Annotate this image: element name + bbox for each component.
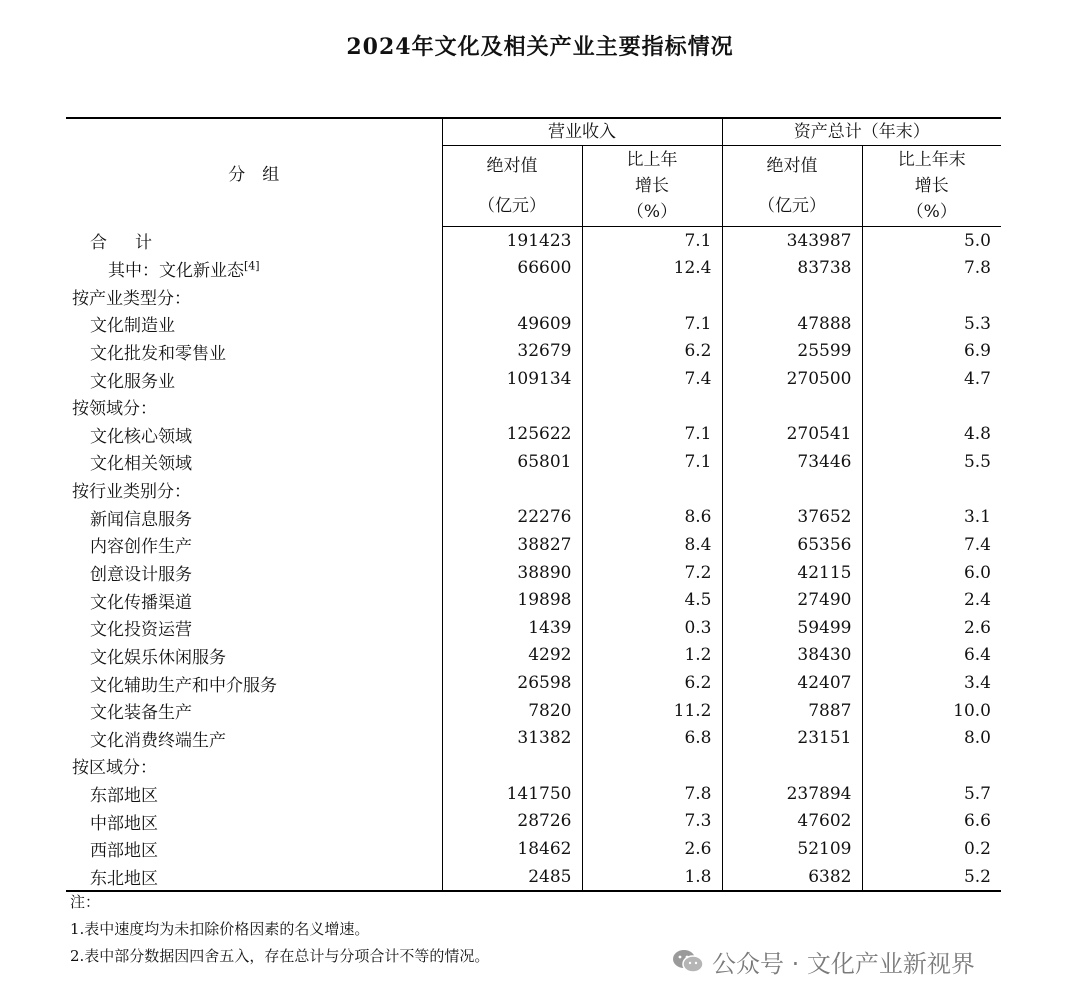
- page-title: 2024年文化及相关产业主要指标情况: [346, 34, 734, 60]
- assets-growth: 5.7: [862, 780, 1001, 808]
- assets-growth: 0.2: [862, 835, 1001, 863]
- row-label: [66, 669, 442, 697]
- indicators-table: [66, 117, 1001, 892]
- assets-growth: 5.2: [862, 863, 1001, 892]
- watermark-text: 公众号 · 文化产业新视界: [712, 949, 975, 978]
- category-row: [66, 393, 1001, 421]
- assets-value: 23151: [722, 725, 862, 753]
- table-row: [66, 642, 1001, 670]
- growth-label-2: 增长: [635, 176, 669, 196]
- row-label: [66, 448, 442, 476]
- row-label-text: 文化传播渠道: [90, 592, 192, 613]
- revenue-growth: 8.6: [582, 503, 722, 531]
- assets-growth: 7.8: [862, 255, 1001, 283]
- assets-value: 47602: [722, 807, 862, 835]
- row-label: [66, 503, 442, 531]
- revenue-value: [442, 282, 582, 310]
- assets-value: 237894: [722, 780, 862, 808]
- revenue-growth: 7.4: [582, 365, 722, 393]
- row-label-text: 文化娱乐休闲服务: [90, 647, 226, 668]
- revenue-growth: 12.4: [582, 255, 722, 283]
- assets-growth: [862, 752, 1001, 780]
- row-label-text: 文化消费终端生产: [90, 730, 226, 751]
- row-label-text: 新闻信息服务: [90, 509, 192, 530]
- table-row: [66, 420, 1001, 448]
- revenue-value: 66600: [442, 255, 582, 283]
- category-row: [66, 282, 1001, 310]
- assets-value: [722, 393, 862, 421]
- revenue-growth: 6.2: [582, 669, 722, 697]
- assets-growth: 6.9: [862, 338, 1001, 366]
- revenue-value: 38890: [442, 559, 582, 587]
- footnote-ref: [4]: [244, 259, 260, 273]
- assets-growth: 5.5: [862, 448, 1001, 476]
- revenue-growth: 8.4: [582, 531, 722, 559]
- row-label: [66, 614, 442, 642]
- revenue-growth: 7.1: [582, 310, 722, 338]
- revenue-value: 28726: [442, 807, 582, 835]
- revenue-value: 49609: [442, 310, 582, 338]
- revenue-growth: 7.2: [582, 559, 722, 587]
- note-item: 1.表中速度均为未扣除价格因素的名义增速。: [70, 920, 370, 938]
- table-row: [66, 310, 1001, 338]
- assets-value: 25599: [722, 338, 862, 366]
- revenue-growth: 7.3: [582, 807, 722, 835]
- assets-value: 42407: [722, 669, 862, 697]
- row-label: [66, 365, 442, 393]
- assets-value: 47888: [722, 310, 862, 338]
- table-row: [66, 835, 1001, 863]
- row-label-text: 合计: [90, 233, 180, 254]
- row-label: [66, 338, 442, 366]
- row-label: [66, 420, 442, 448]
- assets-value: 6382: [722, 863, 862, 892]
- row-label: [66, 863, 442, 892]
- revenue-value: 26598: [442, 669, 582, 697]
- row-label-text: 东部地区: [90, 786, 158, 807]
- row-label: [66, 586, 442, 614]
- table-row: [66, 780, 1001, 808]
- abs-label: 绝对值: [766, 156, 818, 176]
- revenue-growth: 7.1: [582, 227, 722, 255]
- assets-header: 资产总计（年末）: [722, 118, 1001, 146]
- assets-value: 65356: [722, 531, 862, 559]
- row-label-text: 文化相关领域: [90, 454, 192, 475]
- assets-growth: 3.1: [862, 503, 1001, 531]
- table-row: [66, 669, 1001, 697]
- revenue-growth: 1.8: [582, 863, 722, 892]
- revenue-value: 7820: [442, 697, 582, 725]
- assets-abs-header: [722, 146, 862, 227]
- row-label: [66, 835, 442, 863]
- row-label: [66, 807, 442, 835]
- row-label-text: 文化服务业: [90, 371, 175, 392]
- row-label-text: 按产业类型分：: [72, 288, 191, 309]
- assets-value: 59499: [722, 614, 862, 642]
- row-label-text: 按区域分：: [72, 758, 157, 779]
- assets-value: 27490: [722, 586, 862, 614]
- table-row: [66, 725, 1001, 753]
- unit-label: （亿元）: [758, 196, 826, 216]
- assets-growth: [862, 282, 1001, 310]
- growth-label-1: 比上年: [626, 150, 678, 170]
- revenue-value: 18462: [442, 835, 582, 863]
- notes-heading: 注：: [70, 893, 101, 911]
- revenue-growth: 2.6: [582, 835, 722, 863]
- table-row: [66, 503, 1001, 531]
- row-label-text: 中部地区: [90, 813, 158, 834]
- assets-growth: [862, 393, 1001, 421]
- row-label: [66, 282, 442, 310]
- unit-label: （亿元）: [478, 196, 546, 216]
- table-row: [66, 365, 1001, 393]
- row-label-text: 文化装备生产: [90, 703, 192, 724]
- assets-growth: 4.7: [862, 365, 1001, 393]
- assets-value: [722, 282, 862, 310]
- revenue-header: 营业收入: [442, 118, 722, 146]
- assets-value: 83738: [722, 255, 862, 283]
- assets-growth: 3.4: [862, 669, 1001, 697]
- row-label: [66, 227, 442, 255]
- assets-value: 52109: [722, 835, 862, 863]
- assets-growth: 6.4: [862, 642, 1001, 670]
- total-row: [66, 227, 1001, 255]
- revenue-growth: 4.5: [582, 586, 722, 614]
- revenue-growth: 7.8: [582, 780, 722, 808]
- revenue-growth: 6.8: [582, 725, 722, 753]
- row-label-text: 按行业类别分：: [72, 482, 191, 503]
- assets-growth: 5.0: [862, 227, 1001, 255]
- revenue-value: 31382: [442, 725, 582, 753]
- revenue-growth: [582, 752, 722, 780]
- category-row: [66, 752, 1001, 780]
- revenue-growth: 0.3: [582, 614, 722, 642]
- row-label-text: 文化核心领域: [90, 426, 192, 447]
- row-label-text: 按领域分：: [72, 399, 157, 420]
- revenue-value: [442, 476, 582, 504]
- row-label-text: 其中：文化新业态: [108, 260, 244, 281]
- row-label-text: 文化辅助生产和中介服务: [90, 675, 277, 696]
- revenue-value: 125622: [442, 420, 582, 448]
- assets-growth: 8.0: [862, 725, 1001, 753]
- revenue-growth: 11.2: [582, 697, 722, 725]
- assets-growth: 5.3: [862, 310, 1001, 338]
- watermark: [672, 941, 975, 981]
- table-row: [66, 559, 1001, 587]
- table-body: [66, 227, 1001, 892]
- row-label: [66, 752, 442, 780]
- revenue-value: 38827: [442, 531, 582, 559]
- row-label: [66, 559, 442, 587]
- revenue-value: 191423: [442, 227, 582, 255]
- row-label: [66, 642, 442, 670]
- revenue-growth: 7.1: [582, 420, 722, 448]
- row-label-text: 创意设计服务: [90, 565, 192, 585]
- row-label-text: 文化投资运营: [90, 620, 192, 641]
- revenue-value: 109134: [442, 365, 582, 393]
- table-row: [66, 586, 1001, 614]
- row-label: [66, 255, 442, 283]
- assets-value: 38430: [722, 642, 862, 670]
- table-row: [66, 531, 1001, 559]
- abs-label: 绝对值: [486, 156, 538, 176]
- wechat-icon: [672, 948, 704, 974]
- table-row: [66, 807, 1001, 835]
- assets-value: 343987: [722, 227, 862, 255]
- end-growth-label-1: 比上年末: [897, 150, 966, 170]
- revenue-growth: [582, 282, 722, 310]
- table-row: [66, 614, 1001, 642]
- assets-growth: 2.6: [862, 614, 1001, 642]
- assets-value: [722, 476, 862, 504]
- category-row: [66, 476, 1001, 504]
- row-label: [66, 531, 442, 559]
- row-label: [66, 725, 442, 753]
- end-growth-label-2: 增长: [914, 176, 949, 196]
- revenue-growth-header: [582, 146, 722, 227]
- revenue-growth: 7.1: [582, 448, 722, 476]
- assets-growth: 6.6: [862, 807, 1001, 835]
- table-row: [66, 863, 1001, 892]
- revenue-value: 1439: [442, 614, 582, 642]
- assets-growth-header: [862, 146, 1001, 227]
- row-label: [66, 476, 442, 504]
- note-item: 2.表中部分数据因四舍五入，存在总计与分项合计不等的情况。: [70, 947, 490, 965]
- assets-growth: 10.0: [862, 697, 1001, 725]
- assets-growth: 7.4: [862, 531, 1001, 559]
- assets-growth: 4.8: [862, 420, 1001, 448]
- assets-value: 42115: [722, 559, 862, 587]
- pct-label: （%）: [626, 202, 678, 222]
- row-label: [66, 697, 442, 725]
- revenue-value: [442, 752, 582, 780]
- row-label-text: 内容创作生产: [90, 537, 192, 558]
- revenue-abs-header: [442, 146, 582, 227]
- revenue-growth: [582, 393, 722, 421]
- group-header: [66, 118, 442, 227]
- table-row: [66, 697, 1001, 725]
- revenue-value: 141750: [442, 780, 582, 808]
- revenue-growth: 6.2: [582, 338, 722, 366]
- assets-value: [722, 752, 862, 780]
- revenue-value: 65801: [442, 448, 582, 476]
- row-label: [66, 393, 442, 421]
- assets-growth: 6.0: [862, 559, 1001, 587]
- group-header-label: 分 组: [228, 165, 280, 186]
- row-label: [66, 780, 442, 808]
- revenue-growth: [582, 476, 722, 504]
- revenue-value: 19898: [442, 586, 582, 614]
- assets-value: 73446: [722, 448, 862, 476]
- pct-label: （%）: [906, 202, 957, 222]
- revenue-value: [442, 393, 582, 421]
- revenue-value: 22276: [442, 503, 582, 531]
- revenue-growth: 1.2: [582, 642, 722, 670]
- assets-growth: [862, 476, 1001, 504]
- table-row: [66, 448, 1001, 476]
- row-label-text: 文化批发和零售业: [90, 343, 226, 364]
- revenue-value: 4292: [442, 642, 582, 670]
- table-row: [66, 338, 1001, 366]
- assets-value: 7887: [722, 697, 862, 725]
- assets-value: 270541: [722, 420, 862, 448]
- assets-value: 37652: [722, 503, 862, 531]
- row-label-text: 文化制造业: [90, 316, 175, 337]
- revenue-value: 32679: [442, 338, 582, 366]
- row-label-text: 东北地区: [90, 869, 158, 890]
- revenue-value: 2485: [442, 863, 582, 892]
- table-row: [66, 255, 1001, 283]
- row-label-text: 西部地区: [90, 841, 158, 862]
- assets-growth: 2.4: [862, 586, 1001, 614]
- notes: [70, 889, 489, 970]
- assets-value: 270500: [722, 365, 862, 393]
- row-label: [66, 310, 442, 338]
